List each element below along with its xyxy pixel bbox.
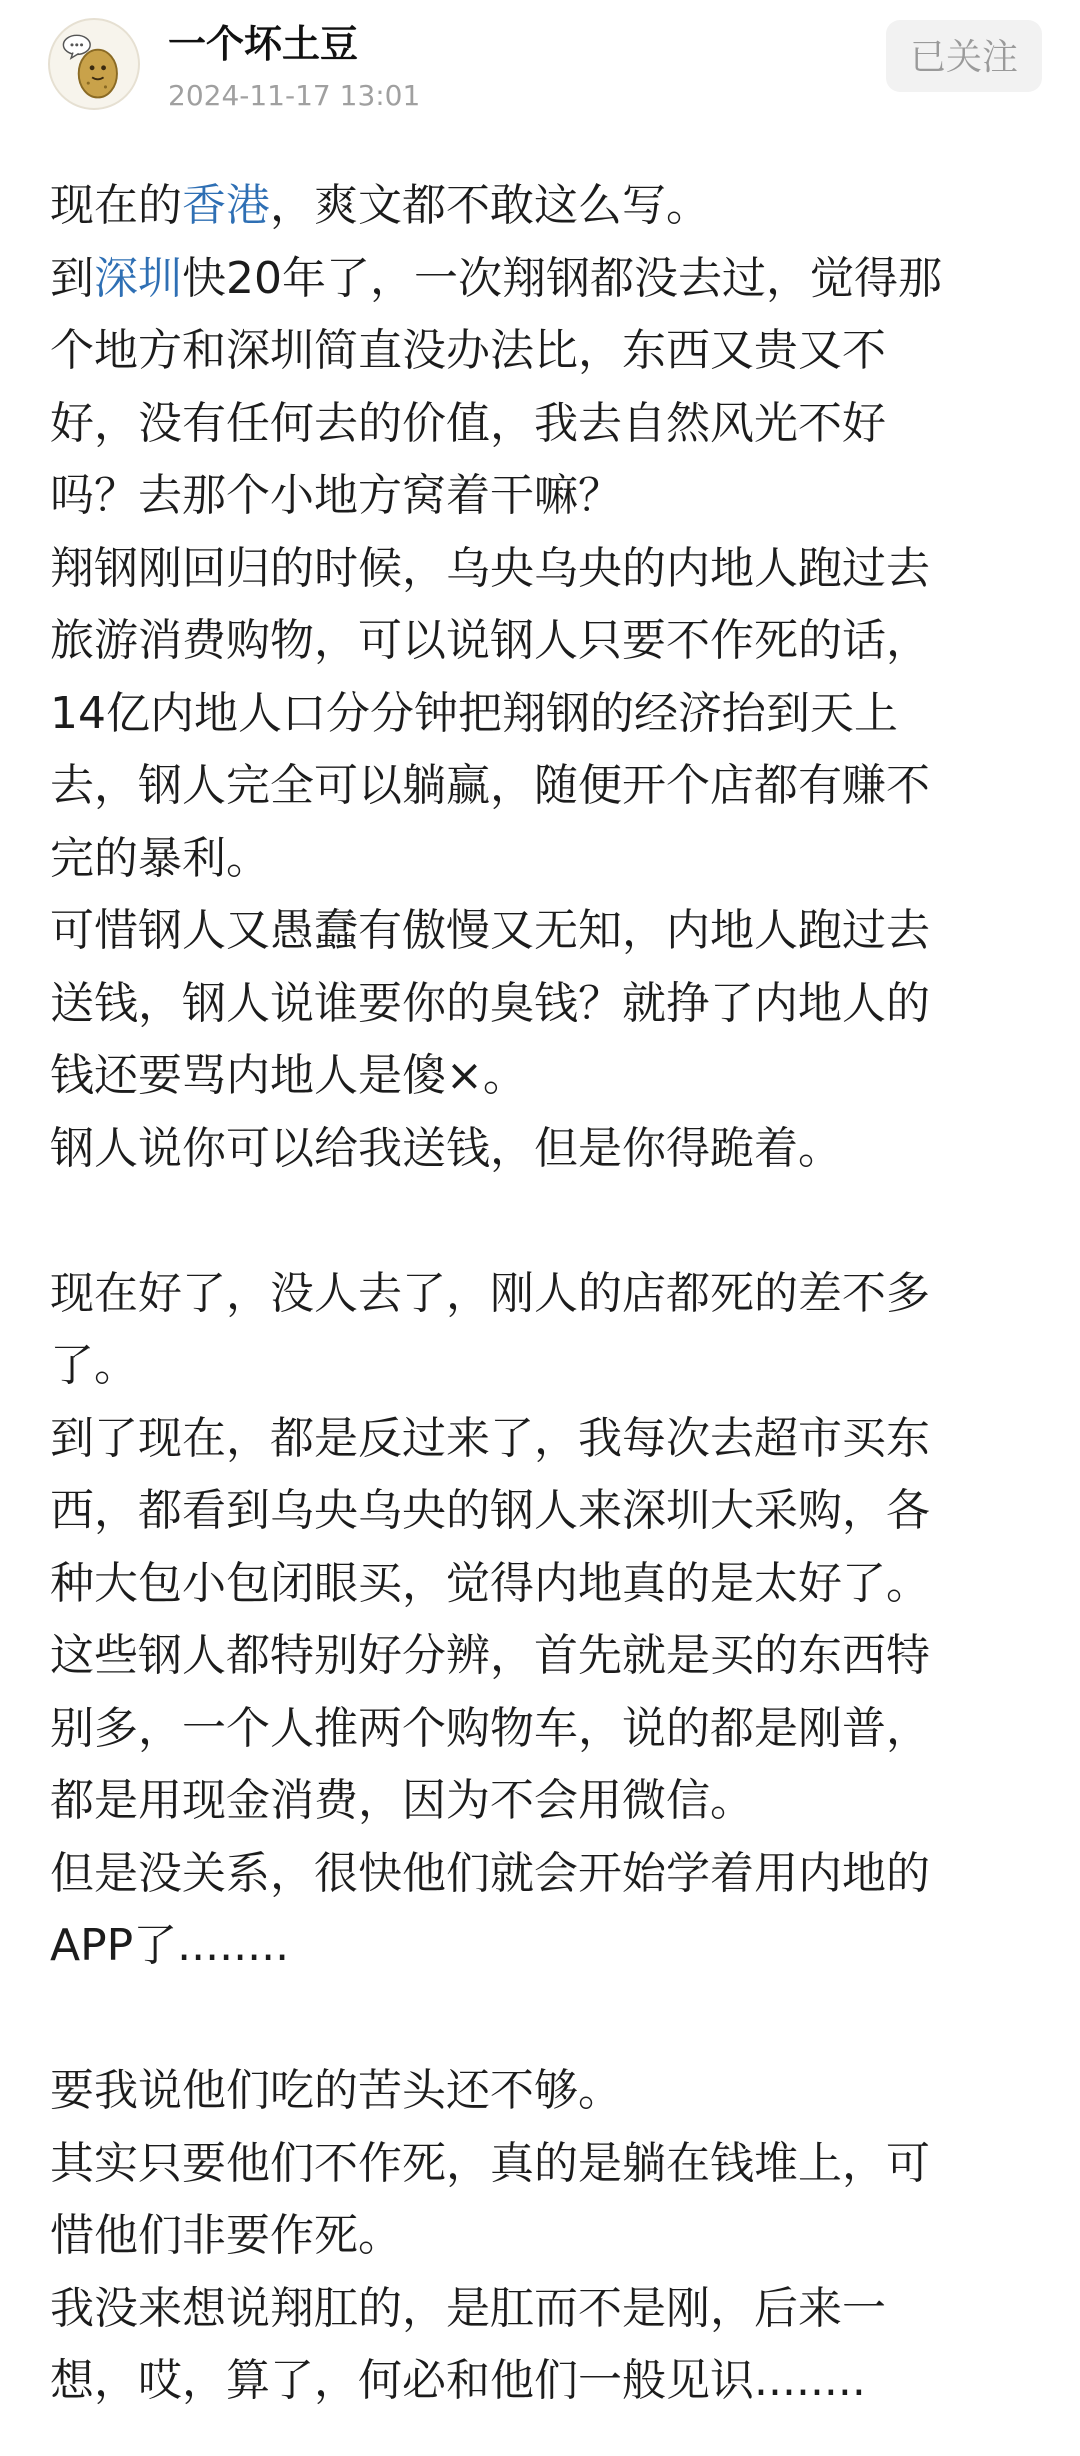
- article-line: 这些钢人都特别好分辨，首先就是买的东西特: [50, 1630, 930, 1681]
- follow-button[interactable]: 已关注: [886, 20, 1042, 92]
- topic-link-hongkong[interactable]: 香港: [182, 180, 270, 231]
- article-line: 现在好了，没人去了，刚人的店都死的差不多: [50, 1267, 930, 1319]
- line-text: 到: [50, 252, 94, 304]
- article-line: 我没来想说翔肛的，是肛而不是刚，后来一: [50, 2282, 886, 2334]
- article-line: 西，都看到乌央乌央的钢人来深圳大采购，各: [50, 1485, 930, 1536]
- article-line: 惜他们非要作死。: [50, 2210, 402, 2261]
- article-line: 到了现在，都是反过来了，我每次去超市买东: [50, 1412, 930, 1464]
- line-text: 快20年了，一次翔钢都没去过，觉得那: [182, 252, 942, 304]
- article-line: 好，没有任何去的价值，我去自然风光不好: [50, 397, 886, 449]
- article-line: 都是用现金消费，因为不会用微信。: [50, 1775, 754, 1826]
- potato-avatar-icon[interactable]: [48, 18, 140, 110]
- line-text: ，爽文都不敢这么写。: [270, 180, 710, 231]
- article-line: APP了........: [50, 1920, 290, 1971]
- article-line: 要我说他们吃的苦头还不够。: [50, 2065, 622, 2116]
- article-line: 送钱，钢人说谁要你的臭钱？就挣了内地人的: [50, 977, 930, 1029]
- post-timestamp: 2024-11-17 13:01: [168, 79, 421, 112]
- article-line: 钱还要骂内地人是傻×。: [50, 1050, 527, 1101]
- article-line: 14亿内地人口分分钟把翔钢的经济抬到天上: [50, 687, 898, 739]
- article-line: 翔钢刚回归的时候，乌央乌央的内地人跑过去: [50, 542, 930, 594]
- article-line: 但是没关系，很快他们就会开始学着用内地的: [50, 1847, 930, 1899]
- article-line: 种大包小包闭眼买，觉得内地真的是太好了。: [50, 1557, 930, 1609]
- line-text: 现在的: [50, 180, 182, 231]
- article-line: 去，钢人完全可以躺赢，随便开个店都有赚不: [50, 760, 930, 811]
- article-line: 旅游消费购物，可以说钢人只要不作死的话，: [50, 615, 930, 666]
- article-line: 钢人说你可以给我送钱，但是你得跪着。: [50, 1122, 842, 1174]
- article-line: 别多，一个人推两个购物车，说的都是刚普，: [50, 1702, 930, 1754]
- article-line: 可惜钢人又愚蠢有傲慢又无知，内地人跑过去: [50, 905, 930, 956]
- blank-line: [50, 1185, 1050, 1258]
- article-line: 吗？去那个小地方窝着干嘛？: [50, 470, 622, 521]
- article-line: 想，哎，算了，何必和他们一般见识........: [50, 2355, 866, 2406]
- potato-avatar-drawing: [50, 20, 138, 108]
- article-line: 完的暴利。: [50, 832, 270, 884]
- article-line: 个地方和深圳简直没办法比，东西又贵又不: [50, 325, 886, 376]
- article-line: 了。: [50, 1340, 138, 1391]
- article-line: [50, 243, 1050, 316]
- author-name[interactable]: 一个坏土豆: [168, 22, 359, 66]
- blank-line: [50, 1983, 1050, 2056]
- article-line: 其实只要他们不作死，真的是躺在钱堆上，可: [50, 2137, 930, 2189]
- article-body: [50, 170, 1050, 2418]
- post-header: [0, 0, 1080, 150]
- topic-link-shenzhen[interactable]: 深圳: [94, 252, 182, 304]
- article-line: [50, 170, 1050, 243]
